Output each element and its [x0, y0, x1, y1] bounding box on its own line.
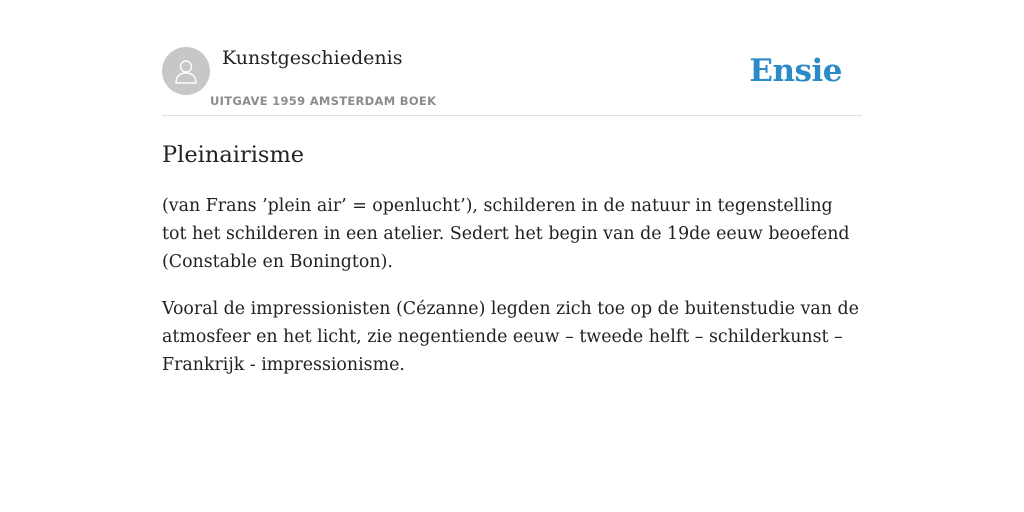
- article-paragraph: Vooral de impressionisten (Cézanne) legden zich toe op de buitenstudie van de atmosfeer en het licht, zie negentiende eeuw – tweede helft – schilderkunst – Frankrijk - impressionisme.: [162, 299, 859, 375]
- book-title[interactable]: Kunstgeschiedenis: [222, 47, 403, 69]
- avatar[interactable]: [162, 47, 210, 95]
- user-icon: [171, 56, 201, 86]
- book-subtitle: UITGAVE 1959 AMSTERDAM BOEK: [210, 94, 437, 108]
- article-paragraph: (van Frans ’plein air’ = openlucht’), schilderen in de natuur in tegenstelling tot het schilderen in een atelier. Sedert het begin van de 19de eeuw beoefend (Constable en Bonington).: [162, 196, 850, 272]
- header: [162, 47, 862, 116]
- article: [162, 116, 862, 379]
- page-title: Pleinairisme: [162, 142, 305, 168]
- page: [162, 0, 862, 379]
- ensie-logo[interactable]: Ensie: [749, 53, 842, 89]
